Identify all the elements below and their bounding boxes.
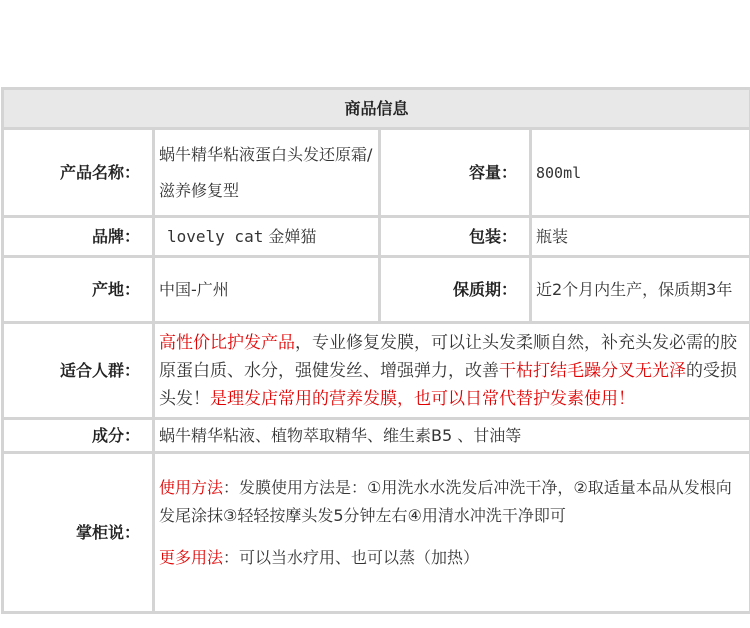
more-usage-text: ：可以当水疗用、也可以蒸（加热） bbox=[223, 548, 480, 567]
label-origin: 产地： bbox=[3, 257, 154, 323]
value-origin: 中国-广州 bbox=[154, 257, 380, 323]
label-product-name: 产品名称： bbox=[3, 129, 154, 217]
brand-chinese: 金婵猫 bbox=[268, 226, 317, 246]
product-info-table bbox=[1, 87, 750, 614]
audience-highlight-3: 是理发店常用的营养发膜，也可以日常代替护发素使用！ bbox=[210, 388, 635, 409]
label-package: 包装： bbox=[380, 217, 531, 257]
label-shopkeeper: 掌柜说： bbox=[3, 453, 154, 613]
value-capacity: 800ml bbox=[531, 129, 750, 217]
table-title: 商品信息 bbox=[3, 89, 750, 129]
value-shelf-life: 近2个月内生产，保质期3年 bbox=[531, 257, 750, 323]
value-ingredients: 蜗牛精华粘液、植物萃取精华、维生素B5 、甘油等 bbox=[154, 419, 750, 453]
audience-highlight-2: 干枯打结毛躁分叉无光泽 bbox=[499, 360, 686, 381]
value-product-name: 蜗牛精华粘液蛋白头发还原霜/滋养修复型 bbox=[154, 129, 380, 217]
label-shelf-life: 保质期： bbox=[380, 257, 531, 323]
audience-text-2: 的受损头发！ bbox=[159, 360, 737, 409]
more-usage-label: 更多用法 bbox=[159, 548, 224, 567]
audience-text-1: ，专业修复发膜，可以让头发柔顺自然，补充头发必需的胶原蛋白质、水分，强健发丝、增强弹力，改善 bbox=[159, 332, 737, 381]
more-usage-paragraph bbox=[159, 544, 745, 572]
value-brand bbox=[154, 217, 380, 257]
value-package: 瓶装 bbox=[531, 217, 750, 257]
audience-highlight-1: 高性价比护发产品 bbox=[159, 332, 295, 353]
value-shopkeeper bbox=[154, 453, 750, 613]
usage-paragraph bbox=[159, 474, 745, 530]
label-capacity: 容量： bbox=[380, 129, 531, 217]
usage-label: 使用方法 bbox=[159, 478, 224, 497]
label-ingredients: 成分： bbox=[3, 419, 154, 453]
value-audience bbox=[154, 323, 750, 419]
usage-text: ：发膜使用方法是：①用洗水水洗发后冲洗干净，②取适量本品从发根向发尾涂抹③轻轻按摩头发5分钟左右④用清水冲洗干净即可 bbox=[159, 478, 732, 525]
label-audience: 适合人群： bbox=[3, 323, 154, 419]
label-brand: 品牌： bbox=[3, 217, 154, 257]
brand-english: lovely cat bbox=[167, 226, 264, 246]
